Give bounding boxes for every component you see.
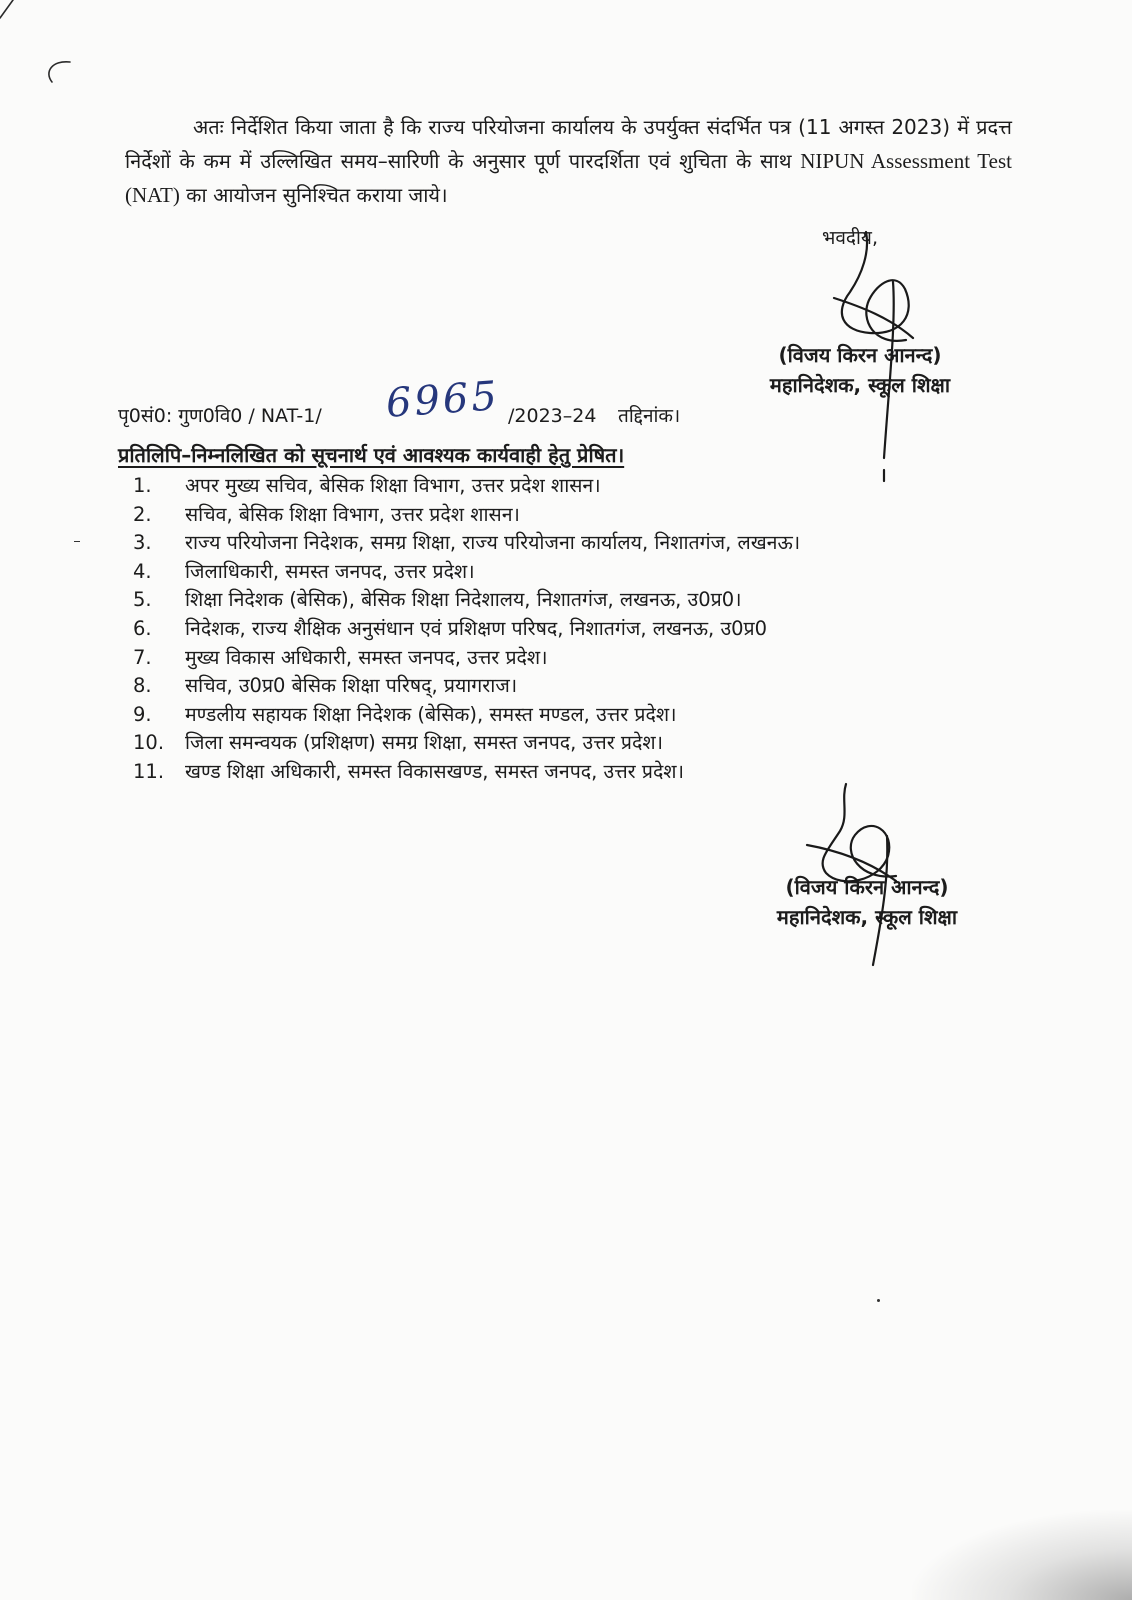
closing-salutation: भवदीय, — [822, 227, 878, 249]
list-number: 9. — [133, 702, 152, 726]
signature-block-2 — [742, 872, 992, 932]
list-number: 3. — [133, 531, 152, 555]
signatory-name: (विजय किरन आनन्द) — [785, 875, 949, 899]
handwritten-reference-number: 6965 — [384, 373, 502, 427]
ink-speck — [74, 541, 80, 542]
page-corner-shadow — [912, 1510, 1132, 1600]
body-paragraph — [125, 110, 1012, 212]
list-item — [130, 672, 1030, 701]
reference-date-note: तद्दिनांक। — [618, 405, 681, 427]
list-number: 2. — [133, 502, 152, 526]
copy-to-heading: प्रतिलिपि–निम्नलिखित को सूचनार्थ एवं आवश्यक कार्यवाही हेतु प्रेषित। — [118, 443, 625, 467]
signatory-designation: महानिदेशक, स्कूल शिक्षा — [769, 373, 951, 397]
list-text: सचिव, बेसिक शिक्षा विभाग, उत्तर प्रदेश शासन। — [185, 502, 520, 526]
list-text: मुख्य विकास अधिकारी, समस्त जनपद, उत्तर प्रदेश। — [185, 645, 548, 669]
list-item — [130, 586, 1030, 615]
body-text-start: अतः निर्देशित किया जाता है कि राज्य परियोजना कार्यालय के उपर्युक्त संदर्भित पत्र (11 अगस्त 2023) में प्रदत्त निर्देशों के कम में उल्लिखित समय–सारिणी के अनुसार पूर्ण पारदर्शिता एवं शुचिता के साथ — [125, 115, 1012, 173]
list-number: 6. — [133, 616, 152, 640]
list-text: मण्डलीय सहायक शिक्षा निदेशक (बेसिक), समस्त मण्डल, उत्तर प्रदेश। — [185, 702, 677, 726]
list-item — [130, 729, 1030, 758]
list-item — [130, 615, 1030, 644]
list-text: जिला समन्वयक (प्रशिक्षण) समग्र शिक्षा, समस्त जनपद, उत्तर प्रदेश। — [185, 731, 663, 755]
list-number: 5. — [133, 588, 152, 612]
list-text: शिक्षा निदेशक (बेसिक), बेसिक शिक्षा निदेशालय, निशातगंज, लखनऊ, उ0प्र0। — [185, 588, 742, 612]
list-item — [130, 472, 1030, 501]
body-text-end: का आयोजन सुनिश्चित कराया जाये। — [179, 183, 448, 207]
list-text: निदेशक, राज्य शैक्षिक अनुसंधान एवं प्रशिक्षण परिषद, निशातगंज, लखनऊ, उ0प्र0 — [185, 616, 768, 640]
list-number: 8. — [133, 674, 152, 698]
list-item — [130, 501, 1030, 530]
ink-speck — [877, 1299, 880, 1302]
signatory-designation: महानिदेशक, स्कूल शिक्षा — [776, 905, 958, 929]
list-number: 7. — [133, 645, 152, 669]
list-text: खण्ड शिक्षा अधिकारी, समस्त विकासखण्ड, समस्त जनपद, उत्तर प्रदेश। — [185, 759, 684, 783]
list-text: सचिव, उ0प्र0 बेसिक शिक्षा परिषद्, प्रयागराज। — [185, 674, 518, 698]
body-text-nat: NIPUN Assessment Test (NAT) — [125, 149, 1012, 207]
list-item — [130, 529, 1030, 558]
list-item — [130, 644, 1030, 673]
list-text: अपर मुख्य सचिव, बेसिक शिक्षा विभाग, उत्तर प्रदेश शासन। — [185, 474, 601, 497]
list-text: राज्य परियोजना निदेशक, समग्र शिक्षा, राज्य परियोजना कार्यालय, निशातगंज, लखनऊ। — [185, 531, 801, 555]
page-edge-marks — [0, 0, 70, 82]
list-item — [130, 701, 1030, 730]
reference-year: /2023–24 — [508, 405, 597, 427]
signatory-name: (विजय किरन आनन्द) — [778, 343, 942, 367]
list-number: 11. — [133, 759, 165, 783]
list-item — [130, 558, 1030, 587]
signature-block-1 — [735, 340, 985, 400]
list-number: 4. — [133, 559, 152, 583]
copy-recipient-list — [130, 472, 1030, 787]
list-item — [130, 758, 1030, 787]
list-number: 10. — [133, 731, 165, 755]
reference-number-prefix: पृ0सं0: गुण0वि0 / NAT-1/ — [118, 405, 322, 427]
list-number: 1. — [133, 474, 152, 497]
list-text: जिलाधिकारी, समस्त जनपद, उत्तर प्रदेश। — [185, 559, 475, 583]
